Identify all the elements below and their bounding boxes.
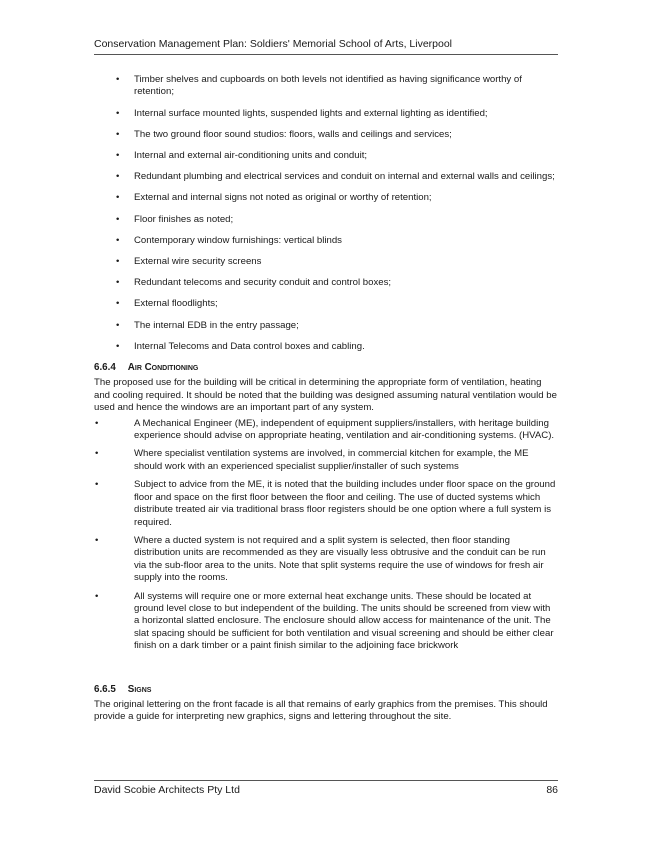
list-item-text: Where specialist ventilation systems are involved, in commercial kitchen for example, the ME should work with an experienced specialist supplier/installer of such systems	[134, 448, 529, 472]
list-item	[94, 150, 558, 162]
list-item-text: External and internal signs not noted as original or worthy of retention;	[134, 192, 432, 204]
list-item-text: Internal and external air-conditioning units and conduit;	[134, 150, 368, 162]
list-item-text: Internal surface mounted lights, suspended lights and external lighting as identified;	[134, 107, 488, 119]
air-conditioning-intro: The proposed use for the building will be critical in determining the appropriate form of ventilation, heating and cooling required. It should be noted that the building was designed assuming natural ventilation would be used and hence the windows are an important part of any system.	[94, 377, 557, 414]
retention-list	[94, 74, 558, 353]
list-item	[94, 535, 558, 585]
list-item	[94, 479, 558, 529]
signs-body: The original lettering on the front facade is all that remains of early graphics from the premises. This should provide a guide for interpreting new graphics, signs and lettering throughout the site.	[94, 698, 548, 723]
page-footer	[94, 780, 558, 797]
list-item-text: Subject to advice from the ME, it is noted that the building includes under floor space on the ground floor and space on the first floor between the floor and ceiling. The use of ducted systems which distribute treated air via traditional brass floor registers should be one option where a full system is required.	[134, 479, 556, 528]
page-content	[94, 74, 558, 727]
bullet-icon: •	[116, 319, 120, 331]
list-item	[94, 298, 558, 310]
bullet-icon: •	[95, 534, 99, 546]
bullet-icon: •	[116, 192, 120, 204]
bullet-icon: •	[116, 150, 120, 162]
bullet-icon: •	[95, 590, 99, 602]
section-title: Air Conditioning	[127, 362, 199, 374]
bullet-icon: •	[116, 128, 120, 140]
footer-company: David Scobie Architects Pty Ltd	[94, 784, 240, 796]
list-item-text: The internal EDB in the entry passage;	[134, 319, 299, 331]
list-item-text: The two ground floor sound studios: floors, walls and ceilings and services;	[134, 128, 452, 140]
list-item	[94, 591, 558, 653]
bullet-icon: •	[95, 448, 99, 460]
list-item-text: External wire security screens	[134, 256, 262, 268]
list-item	[94, 418, 558, 443]
bullet-icon: •	[116, 277, 120, 289]
section-heading-air-conditioning	[94, 362, 558, 374]
bullet-icon: •	[116, 298, 120, 310]
section-title: Signs	[127, 683, 152, 695]
bullet-icon: •	[116, 340, 120, 352]
section-number: 6.6.5	[94, 683, 116, 695]
list-item	[94, 320, 558, 332]
list-item	[94, 74, 558, 99]
list-item-text: Redundant plumbing and electrical services and conduit on internal and external walls and ceilings;	[134, 171, 555, 183]
bullet-icon: •	[116, 256, 120, 268]
list-item-text: Timber shelves and cupboards on both levels not identified as having significance worthy of retention;	[134, 74, 522, 98]
list-item-text: Redundant telecoms and security conduit and control boxes;	[134, 277, 392, 289]
bullet-icon: •	[116, 234, 120, 246]
list-item-text: A Mechanical Engineer (ME), independent of equipment suppliers/installers, with heritage building experience should advise on appropriate heating, ventilation and air-conditioning systems. (HVAC).	[134, 417, 555, 442]
air-conditioning-list	[94, 418, 558, 653]
list-item	[94, 171, 558, 183]
list-item-text: All systems will require one or more external heat exchange units. These should be located at ground level close to but independent of the building. The units should be screened from view with a horizontal slatted enclosure. The enclosure should allow access for maintenance of the unit. The slat spacing should be sufficient for both ventilation and visual screening and should be either clear finish on a dark timber or a paint finish similar to the adjoining face brickwork	[134, 590, 554, 652]
list-item	[94, 192, 558, 204]
list-item-text: Contemporary window furnishings: vertical blinds	[134, 234, 342, 246]
list-item-text: Internal Telecoms and Data control boxes and cabling.	[134, 340, 365, 352]
list-item-text: External floodlights;	[134, 298, 218, 310]
bullet-icon: •	[116, 213, 120, 225]
list-item	[94, 214, 558, 226]
list-item	[94, 341, 558, 353]
page-header: Conservation Management Plan: Soldiers' Memorial School of Arts, Liverpool	[94, 38, 558, 55]
list-item-text: Floor finishes as noted;	[134, 213, 234, 225]
list-item	[94, 256, 558, 268]
section-number: 6.6.4	[94, 362, 116, 374]
page-number: 86	[546, 784, 558, 796]
bullet-icon: •	[116, 107, 120, 119]
list-item	[94, 108, 558, 120]
list-item	[94, 448, 558, 473]
bullet-icon: •	[95, 479, 99, 491]
list-item	[94, 235, 558, 247]
bullet-icon: •	[116, 74, 120, 85]
bullet-icon: •	[116, 171, 120, 183]
list-item-text: Where a ducted system is not required and a split system is selected, then floor standing distribution units are recommended as they are visually less obtrusive and the conduit can be run via the sub-floor area to the units. Note that split systems require the use of windows for fresh air supply into the rooms.	[134, 534, 546, 584]
section-heading-signs	[94, 684, 558, 696]
list-item	[94, 277, 558, 289]
list-item	[94, 129, 558, 141]
bullet-icon: •	[95, 417, 99, 429]
